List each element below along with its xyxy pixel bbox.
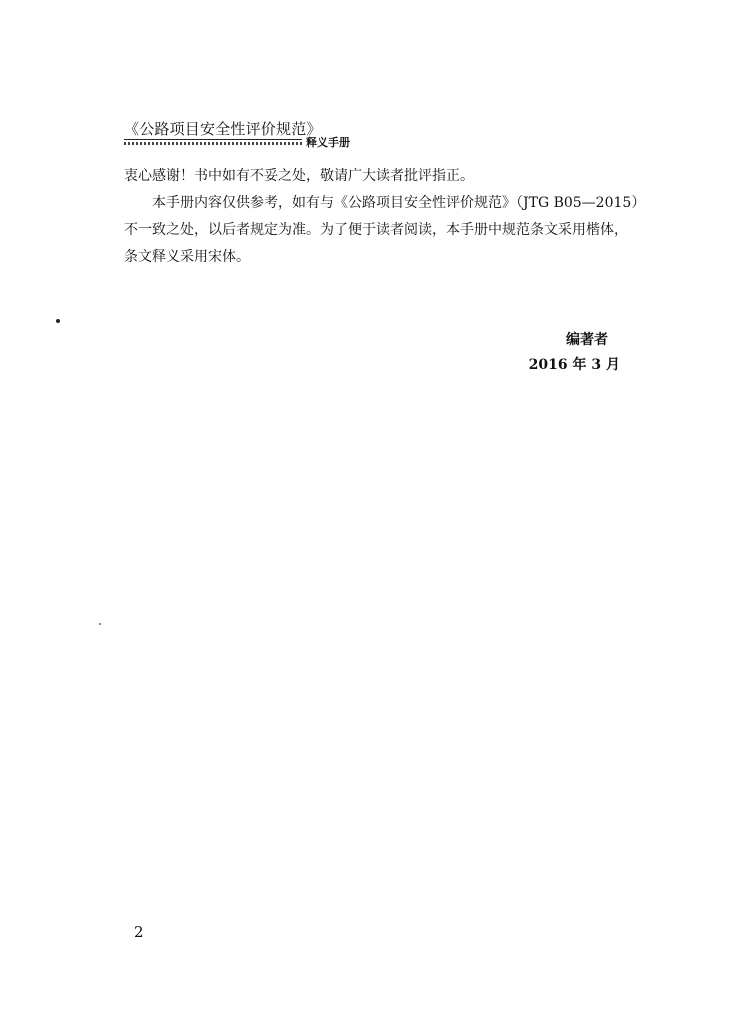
header-subtitle: 释义手册 [306,136,350,149]
body-line-2: 本手册内容仅供参考，如有与《公路项目安全性评价规范》（JTG B05—2015） [152,195,646,211]
page-number: 2 [134,923,144,941]
scan-speck [99,623,101,625]
running-header [124,118,424,154]
header-rule [124,139,302,140]
body-line-4: 条文释义采用宋体。 [124,249,250,265]
scan-speck [56,319,60,323]
header-book-title: 《公路项目安全性评价规范》 [124,120,322,138]
header-rule-decoration [124,142,302,145]
signature-date: 2016 年 3 月 [528,357,620,373]
body-line-3: 不一致之处，以后者规定为准。为了便于读者阅读，本手册中规范条文采用楷体， [124,222,628,238]
author-signature: 编著者 [566,332,608,348]
body-line-1: 衷心感谢！书中如有不妥之处，敬请广大读者批评指正。 [124,168,474,184]
